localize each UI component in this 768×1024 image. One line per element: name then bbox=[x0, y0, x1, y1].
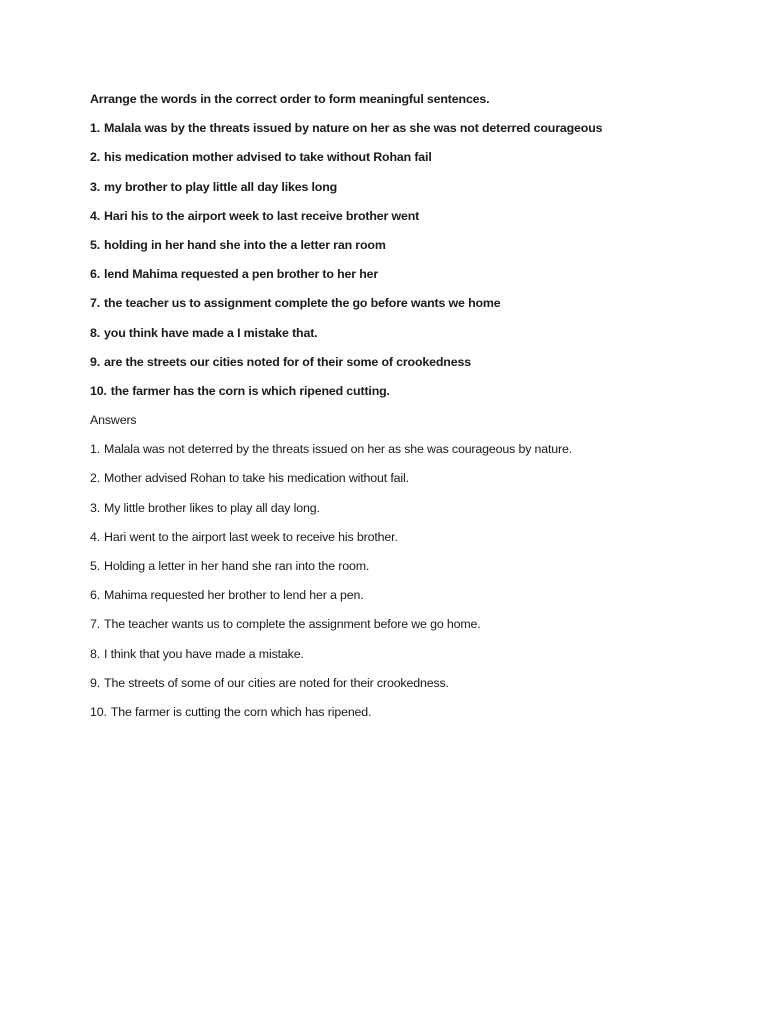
question-number: 6. bbox=[90, 267, 101, 282]
question-text: my brother to play little all day likes long bbox=[104, 179, 338, 194]
answer-number: 5. bbox=[90, 559, 101, 573]
question-text: Malala was by the threats issued by nature on her as she was not deterred courageous bbox=[104, 121, 603, 136]
answer-number: 8. bbox=[90, 646, 101, 661]
answer-number: 10. bbox=[90, 704, 107, 719]
question-item bbox=[90, 355, 730, 370]
answer-item bbox=[90, 501, 730, 516]
question-item bbox=[90, 150, 730, 165]
answer-number: 9. bbox=[90, 675, 101, 690]
question-number: 3. bbox=[90, 179, 101, 194]
answer-text: I think that you have made a mistake. bbox=[104, 646, 304, 661]
question-number: 8. bbox=[90, 325, 101, 340]
question-item bbox=[90, 267, 730, 282]
question-item bbox=[90, 180, 730, 195]
answer-text: Mahima requested her brother to lend her a pen. bbox=[104, 588, 364, 603]
answer-item bbox=[90, 588, 730, 603]
worksheet-page bbox=[90, 92, 730, 734]
question-text: holding in her hand she into the a letter ran room bbox=[104, 237, 386, 252]
question-number: 7. bbox=[90, 296, 101, 311]
answer-text: Holding a letter in her hand she ran into the room. bbox=[104, 559, 370, 573]
question-item bbox=[90, 238, 730, 253]
answer-item bbox=[90, 617, 730, 632]
answer-item bbox=[90, 442, 730, 457]
answer-number: 3. bbox=[90, 500, 101, 515]
answer-text: The streets of some of our cities are noted for their crookedness. bbox=[104, 675, 449, 690]
question-number: 2. bbox=[90, 150, 101, 165]
instruction-heading: Arrange the words in the correct order to form meaningful sentences. bbox=[90, 92, 490, 106]
answer-item bbox=[90, 471, 730, 486]
question-number: 9. bbox=[90, 354, 101, 369]
question-text: lend Mahima requested a pen brother to her her bbox=[104, 267, 379, 282]
answer-number: 1. bbox=[90, 442, 101, 457]
answer-item bbox=[90, 559, 730, 574]
question-text: the teacher us to assignment complete the go before wants we home bbox=[104, 296, 501, 311]
question-number: 1. bbox=[90, 121, 101, 136]
answer-item bbox=[90, 530, 730, 545]
question-item bbox=[90, 296, 730, 311]
answer-text: My little brother likes to play all day long. bbox=[104, 500, 320, 515]
question-number: 5. bbox=[90, 237, 101, 252]
answer-item bbox=[90, 647, 730, 662]
answer-text: Malala was not deterred by the threats issued on her as she was courageous by nature. bbox=[104, 442, 573, 457]
answer-text: The farmer is cutting the corn which has ripened. bbox=[110, 704, 372, 719]
answer-item bbox=[90, 705, 730, 720]
question-text: his medication mother advised to take without Rohan fail bbox=[104, 150, 432, 165]
question-text: are the streets our cities noted for of their some of crookedness bbox=[104, 354, 471, 369]
answers-list bbox=[90, 442, 730, 720]
answer-text: Hari went to the airport last week to receive his brother. bbox=[104, 529, 398, 544]
question-item bbox=[90, 384, 730, 399]
question-text: the farmer has the corn is which ripened cutting. bbox=[110, 383, 390, 398]
answer-text: Mother advised Rohan to take his medication without fail. bbox=[104, 471, 409, 486]
question-item bbox=[90, 209, 730, 224]
answer-number: 4. bbox=[90, 529, 101, 544]
questions-list bbox=[90, 121, 730, 399]
question-item bbox=[90, 326, 730, 341]
answers-heading: Answers bbox=[90, 413, 137, 428]
answer-number: 6. bbox=[90, 588, 101, 603]
question-text: you think have made a I mistake that. bbox=[104, 325, 318, 340]
answer-number: 7. bbox=[90, 617, 101, 632]
answer-number: 2. bbox=[90, 471, 101, 486]
question-number: 4. bbox=[90, 208, 101, 223]
question-item bbox=[90, 121, 730, 136]
answer-item bbox=[90, 676, 730, 691]
answer-text: The teacher wants us to complete the assignment before we go home. bbox=[104, 617, 481, 632]
question-text: Hari his to the airport week to last receive brother went bbox=[104, 208, 420, 223]
question-number: 10. bbox=[90, 383, 107, 398]
